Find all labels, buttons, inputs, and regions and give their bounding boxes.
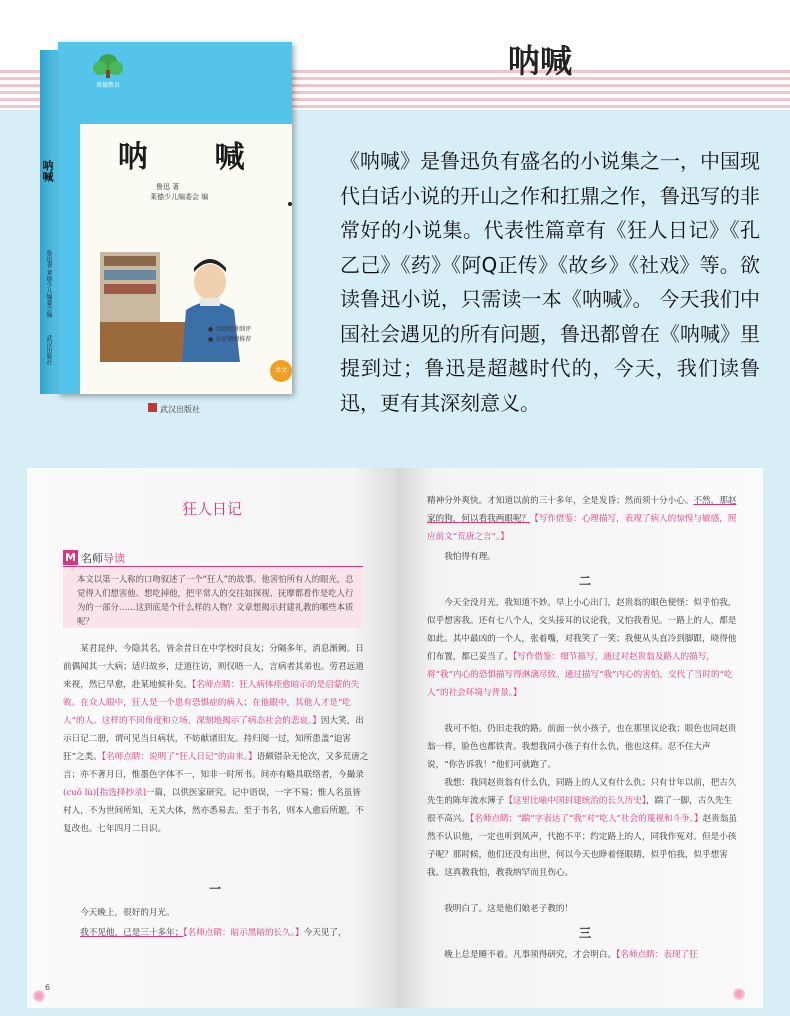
left-p3-text-b: 今天见了， bbox=[303, 928, 347, 938]
left-p1-text-a: 某君昆仲，今隐其名，皆余昔日在中学校时良友；分隔多年，消息渐阙。日前偶闻其一大病；适归故乡，迂道往访，则仅晤一人，言病者其弟也。劳君远道来视，然已早愈，赴某地候补矣。 bbox=[63, 644, 364, 690]
cover-illustration bbox=[100, 242, 270, 362]
right-p7-text-a: 晚上总是睡不着。凡事须得研究，才会明白。 bbox=[444, 950, 617, 960]
chapter-title: 狂人日记 bbox=[181, 500, 242, 518]
cover-feature-1: ● 名师精讲细评 bbox=[208, 326, 252, 333]
left-p1-pinyin: (cuō lù) bbox=[63, 788, 97, 798]
right-p1-text-a: 精神分外爽快。才知道以前的三十多年，全是发昏；然而须十分小心。 bbox=[427, 496, 694, 506]
guide-divider bbox=[63, 566, 363, 567]
page-title: 呐喊 bbox=[507, 42, 572, 80]
right-page bbox=[397, 468, 763, 1008]
right-p3-note: 【写作借鉴：细节描写，通过对赵贵翁及路人的描写，将“我”内心的恐惧描写得淋漓尽致。通过描写“我”内心的害怕，交代了当时的“吃人”的社会环境与背景。】 bbox=[427, 652, 733, 698]
right-p1-text-b: 不然，那赵家的狗，何以看我两眼呢？ bbox=[427, 496, 737, 524]
spine-publisher: 武汉出版社 bbox=[45, 335, 52, 365]
right-paragraph-7 bbox=[427, 946, 739, 964]
publisher-mark-icon bbox=[148, 403, 157, 412]
right-paragraph-3 bbox=[427, 594, 739, 702]
left-paragraph-3 bbox=[63, 924, 369, 942]
right-paragraph-5 bbox=[427, 774, 739, 882]
book-description: 《呐喊》是鲁迅负有盛名的小说集之一，中国现代白话小说的开山之作和扛鼎之作，鲁迅写的非常好的小说集。代表性篇章有《狂人日记》《孔乙己》《药》《阿Q正传》《故乡》《社戏》等。欲读鲁迅小说，只需读一本《呐喊》。 今天我们中国社会遇见的所有问题，鲁迅都曾在《呐喊》里提到过；鲁迅是超越时代的，今天，我们读鲁迅，更有其深刻意义。 bbox=[340, 149, 760, 415]
right-paragraph-1 bbox=[427, 492, 739, 546]
right-paragraph-4: 我可不怕，仍旧走我的路。前面一伙小孩子，也在那里议论我；眼色也同赵贵翁一样，脸色也都铁青。我想我同小孩子有什么仇，他也这样。忍不住大声说，“你告诉我！”他们可就跑了。 bbox=[427, 724, 737, 770]
left-p3-note: 【名师点睛：暗示黑暗的长久。】 bbox=[183, 928, 304, 938]
spine-title: 呐喊 bbox=[41, 160, 54, 182]
book-spine bbox=[40, 50, 58, 394]
flower-decoration-icon bbox=[733, 988, 745, 1000]
logo-text: 莱德教育 bbox=[95, 82, 121, 89]
left-p3-text-a: 我不见他，已是三十多年； bbox=[80, 928, 184, 938]
left-p1-text-b: 因大笑，出示日记二册，谓可见当日病状，不妨献诸旧友。持归阅一过，知所患盖“迫害狂”之类。 bbox=[63, 716, 364, 762]
left-p1-text-d: 一篇，以供医家研究。记中语误，一字不易；惟人名虽皆村人，不为世间所知，无关大体，然亦悉易去。至于书名，则本人愈后所题，不复改也。七年四月二日识。 bbox=[63, 788, 364, 834]
guide-badge: M bbox=[63, 550, 78, 565]
guide-label bbox=[81, 550, 125, 566]
guide-text: 本文以第一人称的口吻叙述了一个“狂人”的故事。他害怕所有人的眼光，总觉得人们想害他、想吃掉他，把平常人的交往如探视、抚摩都看作是吃人行为的一部分……这到底是个什么样的人物？文章想揭示封建礼教的哪些本质呢？ bbox=[77, 574, 354, 626]
cover-author: 鲁迅 著 bbox=[156, 183, 180, 191]
cover-badge: 语文 bbox=[270, 360, 292, 382]
left-p1-note2: 【名师点睛：说明了“狂人日记”的由来。】 bbox=[101, 752, 257, 762]
right-p5-text-b: ，踹了一脚，古久先生很不高兴。 bbox=[427, 796, 733, 824]
cover-feature-2: ● 名家倾情推荐 bbox=[208, 336, 252, 343]
section-number-3: 三 bbox=[579, 926, 592, 940]
right-p1-note: 【写作借鉴：心理描写，表现了病人的惊惶与敏感，照应前文“荒唐之言”。】 bbox=[427, 514, 737, 542]
book-spread-image bbox=[27, 468, 763, 1008]
right-paragraph-2: 我怕得有理。 bbox=[444, 552, 496, 562]
left-paragraph-2: 今天晚上，很好的月光。 bbox=[80, 908, 175, 918]
left-page bbox=[27, 468, 397, 1008]
spine-subtitle: 鲁迅著 莱德少儿编委会编 bbox=[45, 250, 52, 318]
flower-decoration-icon bbox=[33, 990, 45, 1002]
book-cover-image bbox=[40, 42, 292, 414]
left-paragraph-1 bbox=[63, 640, 369, 838]
page-number: 6 bbox=[45, 983, 51, 992]
right-p3-text-a: 今天全没月光，我知道不妙。早上小心出门，赵贵翁的眼色便怪：似乎怕我，似乎想害我。还有七八个人，交头接耳的议论我，又怕我看见。一路上的人，都是如此。其中最凶的一个人，张着嘴，对我笑了一笑；我便从头直冷到脚跟，晓得他们布置，都已妥当了。 bbox=[427, 598, 737, 662]
right-p5-text-a: 我想：我同赵贵翁有什么仇，同路上的人又有什么仇；只有廿年以前，把古久先生的陈年流水簿子 bbox=[427, 778, 737, 806]
cover-title: 呐 喊 bbox=[118, 140, 273, 175]
guide-label-b: 导读 bbox=[103, 552, 125, 565]
section-number-2: 二 bbox=[579, 574, 592, 588]
right-p5-note: 【这里比喻中国封建统治的长久历史】 bbox=[504, 796, 647, 806]
left-p1-note: 【名师点睛：狂人病体痊愈暗示的是启蒙的失败。在众人眼中，狂人是一个患有恐惧症的病人；在他眼中，其他人才是“吃人”的人。这样的不同角度和立场，深刻地揭示了病态社会的悲哀。】 bbox=[63, 680, 360, 726]
cover-publisher: 武汉出版社 bbox=[160, 405, 200, 414]
guide-label-a: 名师 bbox=[81, 552, 103, 565]
right-paragraph-6: 我明白了。这是他们娘老子教的！ bbox=[444, 904, 574, 914]
cover-editor: 莱德少儿编委会 编 bbox=[150, 193, 209, 201]
right-p5-text-c: 赵贵翁虽然不认识他，一定也听到风声，代抱不平；约定路上的人，同我作冤对。但是小孩子呢？那时候，他们还没有出世，何以今天也睁着怪眼睛，似乎怕我，似乎想害我。这真教我怕，教我纳罕而且伤心。 bbox=[427, 814, 737, 878]
left-p1-text-c: 语颇错杂无伦次，又多荒唐之言；亦不著月日，惟墨色字体不一，知非一时所书。间亦有略具联络者，今撮录 bbox=[63, 752, 369, 780]
right-p5-note2: 【名师点睛：“踹”字表达了“我”对“吃人”社会的蔑视和斗争。】 bbox=[469, 814, 703, 824]
book-front bbox=[58, 42, 292, 394]
cover-dot bbox=[288, 202, 292, 206]
right-p7-note: 【名师点睛：表现了狂 bbox=[616, 950, 698, 960]
section-number-1: 一 bbox=[209, 882, 222, 896]
left-p1-note3: [指选择抄录] bbox=[96, 788, 146, 798]
publisher-logo-icon bbox=[88, 52, 128, 90]
